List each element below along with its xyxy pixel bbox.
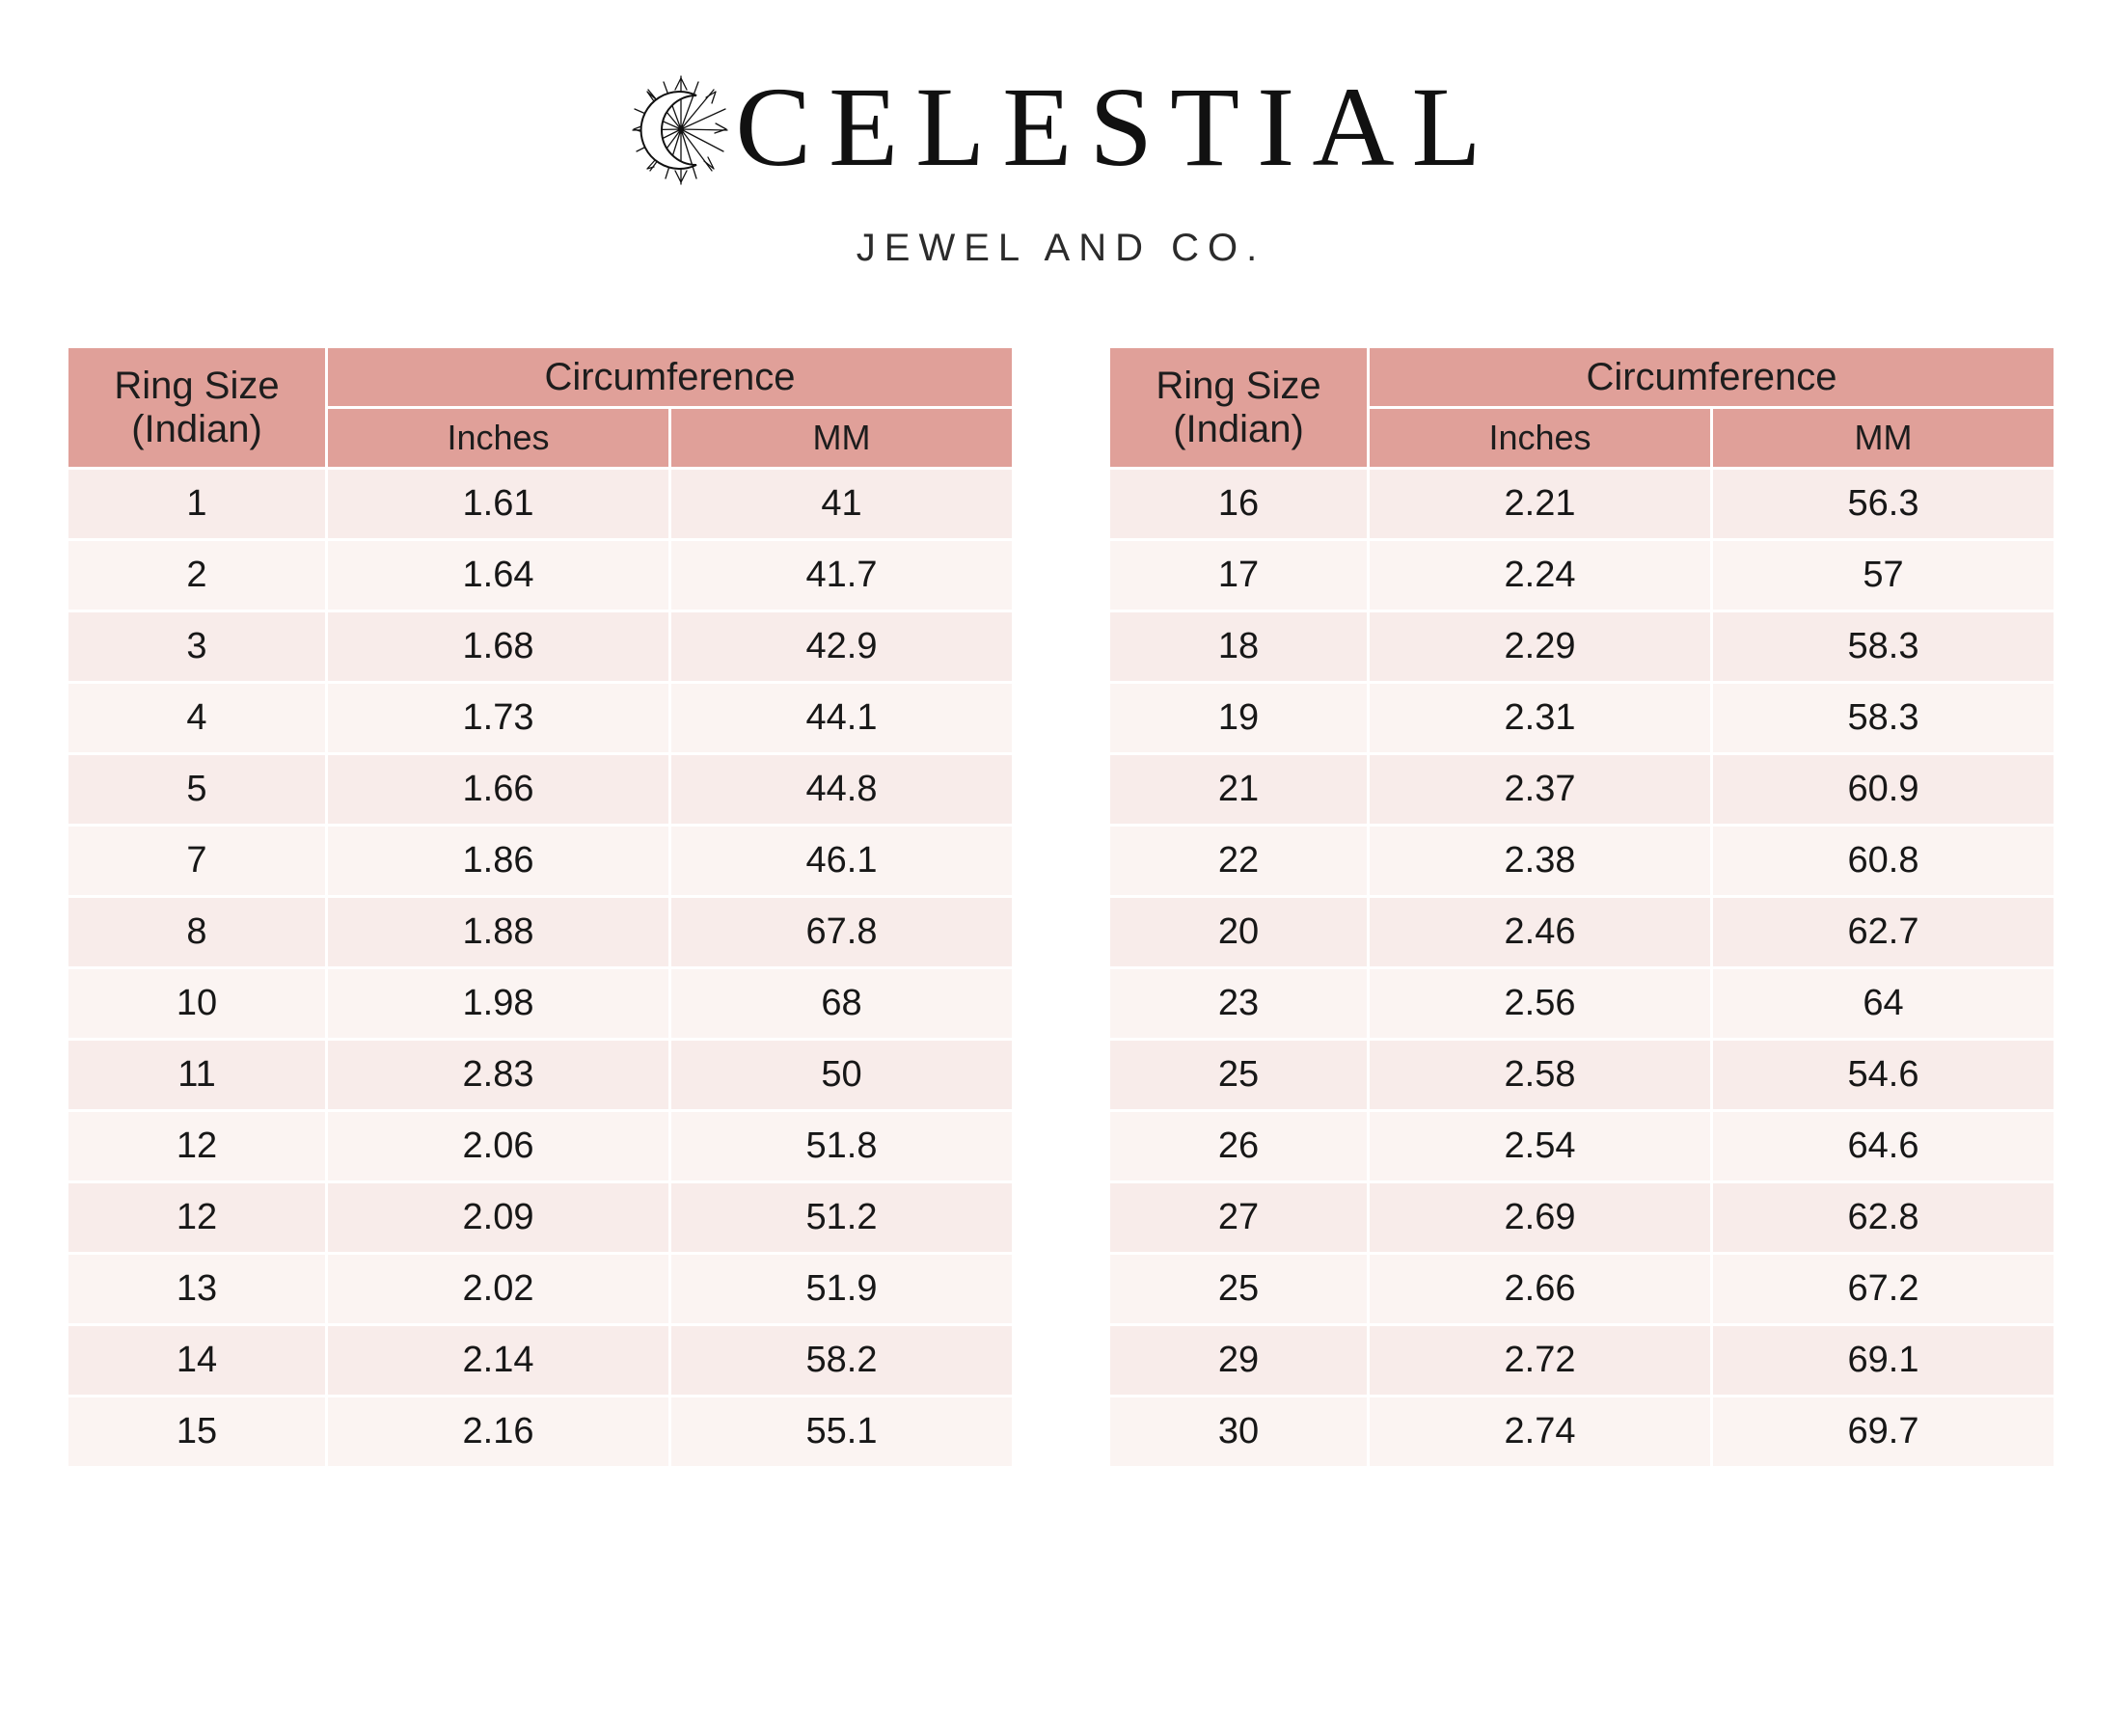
column-header-ring-size-left	[68, 348, 325, 467]
table-header-row-1-left	[68, 348, 1012, 406]
cell-ring-size: 4	[68, 684, 325, 752]
cell-mm: 51.8	[671, 1112, 1012, 1180]
size-tables-container	[0, 345, 2122, 1469]
table-row	[1110, 1397, 2054, 1466]
table-row	[1110, 1183, 2054, 1252]
cell-inches: 1.73	[328, 684, 668, 752]
cell-inches: 2.83	[328, 1041, 668, 1109]
table-row	[1110, 1041, 2054, 1109]
cell-ring-size: 3	[68, 612, 325, 681]
cell-inches: 2.56	[1370, 969, 1710, 1038]
table-row	[68, 1041, 1012, 1109]
cell-ring-size: 25	[1110, 1041, 1367, 1109]
cell-inches: 1.64	[328, 541, 668, 610]
table-row	[1110, 1326, 2054, 1395]
cell-inches: 2.74	[1370, 1397, 1710, 1466]
column-header-inches-left: Inches	[328, 409, 668, 467]
cell-mm: 68	[671, 969, 1012, 1038]
table-row	[1110, 684, 2054, 752]
table-row	[68, 612, 1012, 681]
table-row	[68, 1397, 1012, 1466]
cell-inches: 2.02	[328, 1255, 668, 1323]
cell-mm: 44.1	[671, 684, 1012, 752]
cell-inches: 2.37	[1370, 755, 1710, 824]
table-row	[68, 1326, 1012, 1395]
cell-ring-size: 22	[1110, 827, 1367, 895]
cell-inches: 2.54	[1370, 1112, 1710, 1180]
cell-ring-size: 12	[68, 1112, 325, 1180]
cell-mm: 41.7	[671, 541, 1012, 610]
cell-mm: 67.8	[671, 898, 1012, 966]
cell-ring-size: 5	[68, 755, 325, 824]
ring-size-table-left	[66, 345, 1015, 1469]
cell-inches: 1.88	[328, 898, 668, 966]
cell-inches: 1.61	[328, 470, 668, 538]
cell-ring-size: 11	[68, 1041, 325, 1109]
table-row	[1110, 1255, 2054, 1323]
cell-ring-size: 23	[1110, 969, 1367, 1038]
cell-mm: 56.3	[1713, 470, 2054, 538]
cell-ring-size: 2	[68, 541, 325, 610]
cell-ring-size: 15	[68, 1397, 325, 1466]
cell-inches: 2.09	[328, 1183, 668, 1252]
table-row	[1110, 898, 2054, 966]
cell-mm: 58.2	[671, 1326, 1012, 1395]
table-row	[68, 827, 1012, 895]
cell-ring-size: 7	[68, 827, 325, 895]
cell-mm: 62.7	[1713, 898, 2054, 966]
table-head-left	[68, 348, 1012, 467]
table-row	[1110, 541, 2054, 610]
cell-inches: 2.38	[1370, 827, 1710, 895]
cell-inches: 2.72	[1370, 1326, 1710, 1395]
cell-mm: 58.3	[1713, 684, 2054, 752]
cell-ring-size: 27	[1110, 1183, 1367, 1252]
table-row	[68, 898, 1012, 966]
cell-inches: 2.24	[1370, 541, 1710, 610]
cell-mm: 44.8	[671, 755, 1012, 824]
cell-ring-size: 12	[68, 1183, 325, 1252]
cell-mm: 60.8	[1713, 827, 2054, 895]
cell-ring-size: 17	[1110, 541, 1367, 610]
table-row	[68, 1255, 1012, 1323]
cell-mm: 60.9	[1713, 755, 2054, 824]
column-header-inches-right: Inches	[1370, 409, 1710, 467]
cell-mm: 54.6	[1713, 1041, 2054, 1109]
table-row	[1110, 969, 2054, 1038]
table-row	[1110, 755, 2054, 824]
ring-size-label-right: Ring Size	[1156, 364, 1321, 407]
table-row	[68, 1183, 1012, 1252]
sun-moon-icon	[623, 57, 739, 202]
cell-mm: 41	[671, 470, 1012, 538]
table-header-row-1-right	[1110, 348, 2054, 406]
column-header-mm-right: MM	[1713, 409, 2054, 467]
table-head-right	[1110, 348, 2054, 467]
cell-inches: 2.46	[1370, 898, 1710, 966]
column-header-circumference-left: Circumference	[328, 348, 1012, 406]
cell-ring-size: 14	[68, 1326, 325, 1395]
cell-ring-size: 20	[1110, 898, 1367, 966]
cell-ring-size: 8	[68, 898, 325, 966]
cell-inches: 1.86	[328, 827, 668, 895]
table-row	[68, 541, 1012, 610]
cell-mm: 51.2	[671, 1183, 1012, 1252]
cell-mm: 64.6	[1713, 1112, 2054, 1180]
cell-ring-size: 29	[1110, 1326, 1367, 1395]
table-row	[1110, 1112, 2054, 1180]
ring-size-label-left: Ring Size	[114, 364, 280, 407]
cell-ring-size: 19	[1110, 684, 1367, 752]
table-row	[1110, 612, 2054, 681]
brand-tagline: JEWEL AND CO.	[856, 227, 1266, 269]
cell-ring-size: 25	[1110, 1255, 1367, 1323]
cell-ring-size: 18	[1110, 612, 1367, 681]
table-row	[68, 470, 1012, 538]
table-row	[68, 755, 1012, 824]
cell-ring-size: 16	[1110, 470, 1367, 538]
cell-inches: 1.68	[328, 612, 668, 681]
brand-header	[0, 0, 2122, 270]
ring-size-sub-label-right: (Indian)	[1173, 407, 1304, 450]
cell-inches: 1.66	[328, 755, 668, 824]
cell-mm: 58.3	[1713, 612, 2054, 681]
cell-inches: 2.69	[1370, 1183, 1710, 1252]
cell-mm: 57	[1713, 541, 2054, 610]
cell-ring-size: 21	[1110, 755, 1367, 824]
cell-mm: 62.8	[1713, 1183, 2054, 1252]
cell-ring-size: 13	[68, 1255, 325, 1323]
cell-inches: 2.29	[1370, 612, 1710, 681]
cell-inches: 2.58	[1370, 1041, 1710, 1109]
cell-mm: 42.9	[671, 612, 1012, 681]
cell-mm: 67.2	[1713, 1255, 2054, 1323]
cell-inches: 2.66	[1370, 1255, 1710, 1323]
brand-name: CELESTIAL	[735, 64, 1499, 190]
cell-mm: 50	[671, 1041, 1012, 1109]
table-row	[1110, 470, 2054, 538]
cell-inches: 2.16	[328, 1397, 668, 1466]
brand-title-row	[0, 53, 2122, 202]
table-body-left	[68, 470, 1012, 1466]
ring-size-table-right	[1107, 345, 2056, 1469]
cell-inches: 2.14	[328, 1326, 668, 1395]
column-header-ring-size-right	[1110, 348, 1367, 467]
cell-mm: 51.9	[671, 1255, 1012, 1323]
table-row	[1110, 827, 2054, 895]
column-header-circumference-right: Circumference	[1370, 348, 2054, 406]
cell-mm: 69.7	[1713, 1397, 2054, 1466]
column-header-mm-left: MM	[671, 409, 1012, 467]
cell-ring-size: 10	[68, 969, 325, 1038]
cell-inches: 2.31	[1370, 684, 1710, 752]
table-row	[68, 684, 1012, 752]
cell-mm: 64	[1713, 969, 2054, 1038]
cell-ring-size: 26	[1110, 1112, 1367, 1180]
table-row	[68, 969, 1012, 1038]
cell-inches: 2.06	[328, 1112, 668, 1180]
cell-inches: 2.21	[1370, 470, 1710, 538]
cell-inches: 1.98	[328, 969, 668, 1038]
cell-mm: 69.1	[1713, 1326, 2054, 1395]
cell-ring-size: 1	[68, 470, 325, 538]
cell-mm: 55.1	[671, 1397, 1012, 1466]
ring-size-sub-label-left: (Indian)	[131, 407, 262, 450]
cell-ring-size: 30	[1110, 1397, 1367, 1466]
table-body-right	[1110, 470, 2054, 1466]
table-row	[68, 1112, 1012, 1180]
cell-mm: 46.1	[671, 827, 1012, 895]
